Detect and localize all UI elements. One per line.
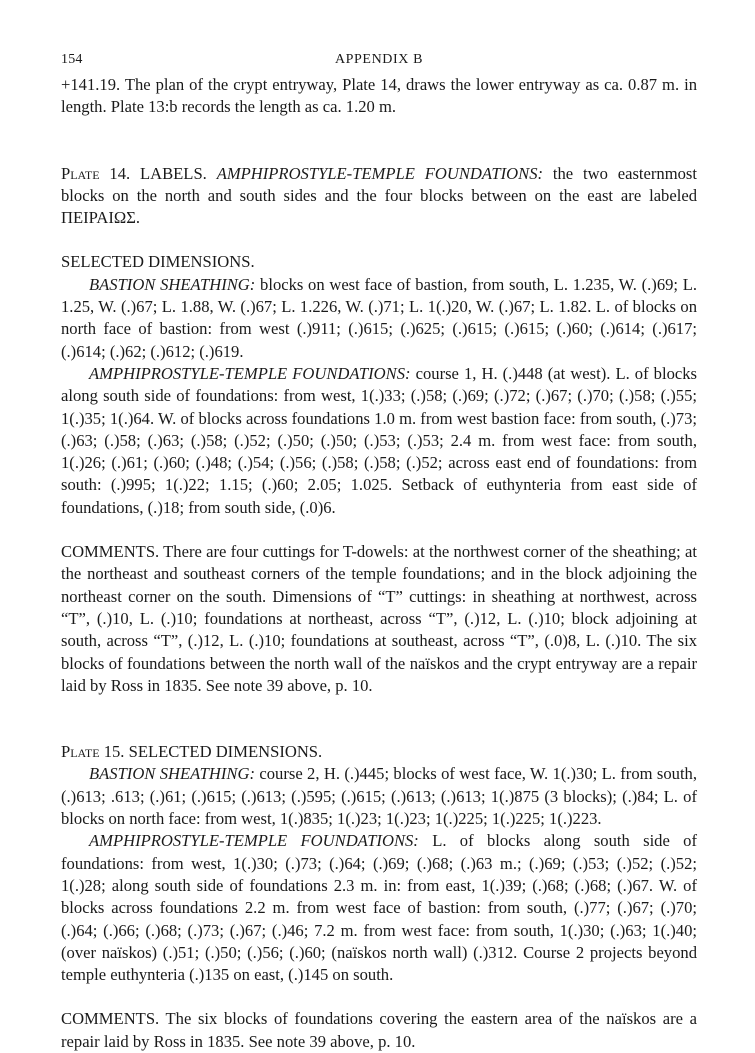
plate14-labels-paragraph <box>61 163 697 230</box>
plate15-comments-paragraph: COMMENTS. The six blocks of foundations covering the eastern area of the naïskos are a repair laid by Ross in 1835. See note 39 above, p. 10. <box>61 1009 697 1051</box>
plate15-bastion-lead: BASTION SHEATHING: <box>89 764 255 784</box>
plate15-temple-paragraph <box>61 830 697 986</box>
plate14-temple-lead: AMPHIPROSTYLE-TEMPLE FOUNDATIONS: <box>89 363 411 383</box>
plate15-heading <box>61 741 697 763</box>
plate14-labels-text: the two easternmost blocks on the north and south sides and the four blocks between on the east are labeled ΠΕΙΡΑΙΩΣ. <box>61 163 698 228</box>
plate14-bastion-lead: BASTION SHEATHING: <box>89 274 256 294</box>
plate14-selected-dimensions-heading: SELECTED DIMENSIONS. <box>61 252 255 272</box>
plate14-temple-text: course 1, H. (.)448 (at west). L. of blocks along south side of foundations: from west, 1(.)33; (.)58; (.)69; (.)72; (.)67; (.)70; (.)58; (.)55; 1(.)35; 1(.)64. W. of blocks across foundations 1.0 m. from west bastion face: from south, (.)73; (.)63; (.)58; (.)63; (.)58; (.)52; (.)50; (.)50; (.)53; (.)53; 2.4 m. from west face: from south, 1(.)26; (.)61; (.)60; (.)48; (.)54; (.)56; (.)58; (.)58; (.)52; across east end of foundations: from south: (.)995; 1(.)22; 1.15; (.)60; 2.05; 1.025. Setback of euthynteria from east side of foundations, (.)18; from south side, (.0)6. <box>61 363 697 517</box>
plate15-heading-text: Plate 15. SELECTED DIMENSIONS. <box>61 742 323 762</box>
plate15-bastion-text: course 2, H. (.)445; blocks of west face, W. 1(.)30; L. from south, (.)613; .613; (.)61; (.)615; (.)613; (.)595; (.)615; (.)613; (.)613; 1(.)875 (3 blocks); (.)84; L. of blocks on north face: from west, 1(.)835; 1(.)23; 1(.)23; 1(.)225; 1(.)225; 1(.)223. <box>61 764 697 829</box>
plate14-bastion-paragraph <box>61 274 697 363</box>
plate14-comments-paragraph: COMMENTS. There are four cuttings for T-dowels: at the northwest corner of the sheathing; at the northeast and southeast corners of the temple foundations; and in the block adjoining the northeast corner on the south. Dimensions of “T” cuttings: in sheathing at northwest, across “T”, (.)10, L. (.)10; foundations at northeast, across “T”, (.)12, L. (.)10; block adjoining at south, across “T”, (.)12, L. (.)10; foundations at southeast, across “T”, (.0)8, L. (.)10. The six blocks of foundations between the north wall of the naïskos and the crypt entryway are a repair laid by Ross in 1835. See note 39 above, p. 10. <box>61 542 697 695</box>
plate14-labels-lead: AMPHIPROSTYLE-TEMPLE FOUNDATIONS: <box>216 163 544 183</box>
running-title: APPENDIX B <box>334 52 424 67</box>
plate14-heading: Plate 14. LABELS. <box>61 163 207 183</box>
book-page <box>61 52 697 1053</box>
plate15-bastion-paragraph <box>61 763 697 830</box>
plate15-temple-text: L. of blocks along south side of foundations: from west, 1(.)30; (.)73; (.)64; (.)69; (.)68; (.)63 m.; (.)69; (.)53; (.)52; (.)52; 1(.)28; along south side of foundations 2.3 m. in: from east, 1(.)39; (.)68; (.)68; (.)67. W. of blocks across foundations 2.2 m. from west face of bastion: from south, (.)77; (.)67; (.)70; (.)64; (.)66; (.)68; (.)73; (.)67; (.)46; 7.2 m. from west face: from south, 1(.)30; (.)63; 1(.)40; (over naïskos) (.)51; (.)50; (.)56; (.)60; (naïskos north wall) (.)312. Course 2 projects beyond temple euthynteria (.)135 on east, (.)145 on south. <box>61 831 697 985</box>
intro-paragraph: +141.19. The plan of the crypt entryway, Plate 14, draws the lower entryway as ca. 0.87 m. in length. Plate 13:b records the length as ca. 1.20 m. <box>61 75 697 117</box>
running-header <box>61 52 697 74</box>
plate14-temple-paragraph <box>61 363 697 519</box>
plate15-temple-lead: AMPHIPROSTYLE-TEMPLE FOUNDATIONS: <box>89 831 419 851</box>
page-number: 154 <box>61 52 83 67</box>
plate14-bastion-text: blocks on west face of bastion, from south, L. 1.235, W. (.)69; L. 1.25, W. (.)67; L. 1.88, W. (.)67; L. 1.226, W. (.)71; L. 1(.)20, W. (.)67; L. 1.82. L. of blocks on north face of bastion: from west (.)911; (.)615; (.)625; (.)615; (.)615; (.)60; (.)614; (.)617; (.)614; (.)62; (.)612; (.)619. <box>61 274 698 361</box>
